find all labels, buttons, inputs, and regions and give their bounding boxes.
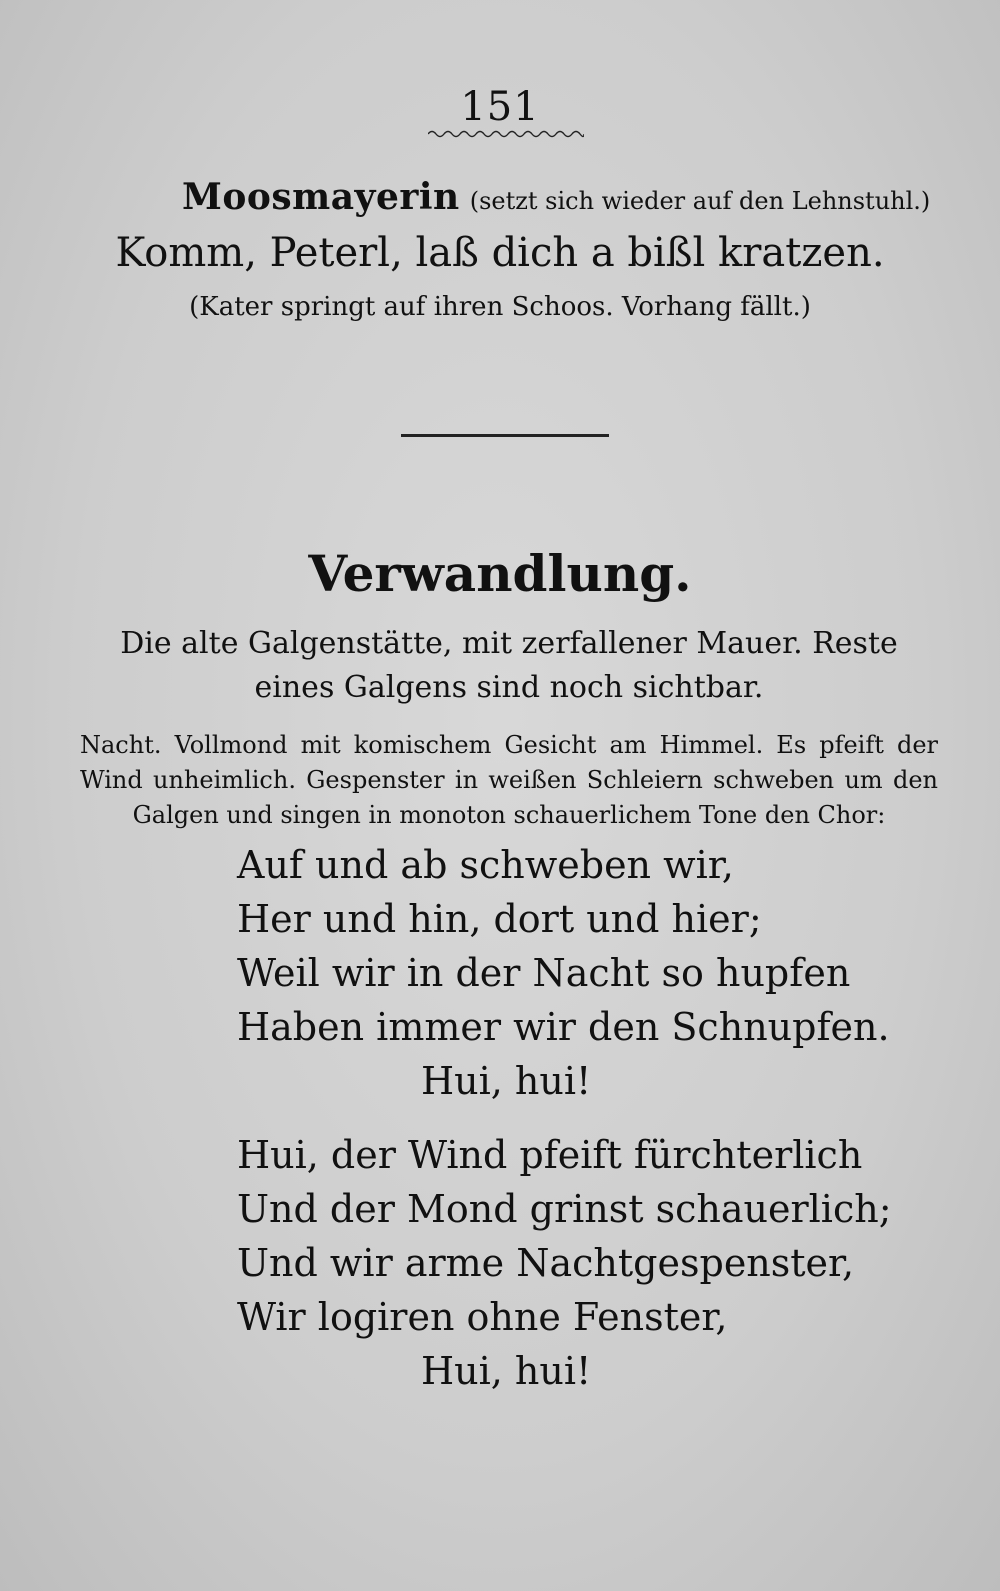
verse-line: Hui, der Wind pfeift fürchterlich (237, 1133, 863, 1177)
verse-line: Und wir arme Nachtgespenster, (237, 1241, 855, 1285)
verse-line: Her und hin, dort und hier; (237, 897, 762, 941)
section-divider (401, 434, 609, 437)
wave-ornament (428, 128, 584, 140)
scene-setting: Die alte Galgenstätte, mit zerfallener Mauer. Reste eines Galgens sind noch sichtbar. (120, 626, 898, 705)
verse-line: Und der Mond grinst schauerlich; (237, 1187, 892, 1231)
stanza-2 (237, 1128, 937, 1398)
refrain-line: Hui, hui! (421, 1349, 592, 1393)
refrain-line: Hui, hui! (421, 1059, 592, 1103)
page-number: 151 (460, 84, 540, 130)
speaker-name: Moosmayerin (182, 176, 460, 218)
verse-line: Auf und ab schweben wir, (237, 843, 734, 887)
verse-line: Wir logiren ohne Fenster, (237, 1295, 728, 1339)
speaker-line (182, 176, 931, 218)
scene-heading: Verwandlung. (308, 544, 692, 603)
verse-line: Haben immer wir den Schnupfen. (237, 1005, 890, 1049)
stage-direction-after: (Kater springt auf ihren Schoos. Vorhang fällt.) (189, 292, 811, 322)
speech-line: Komm, Peterl, laß dich a bißl kratzen. (115, 230, 885, 276)
stage-direction-inline: (setzt sich wieder auf den Lehnstuhl.) (469, 187, 931, 215)
scene-description: Nacht. Vollmond mit komischem Gesicht am Himmel. Es pfeift der Wind unheimlich. Gespenster in weißen Schleiern schweben um den Galgen und singen in monoton schauerlichem Tone den Chor: (80, 731, 938, 829)
verse-line: Weil wir in der Nacht so hupfen (237, 951, 851, 995)
stanza-1 (237, 838, 937, 1108)
